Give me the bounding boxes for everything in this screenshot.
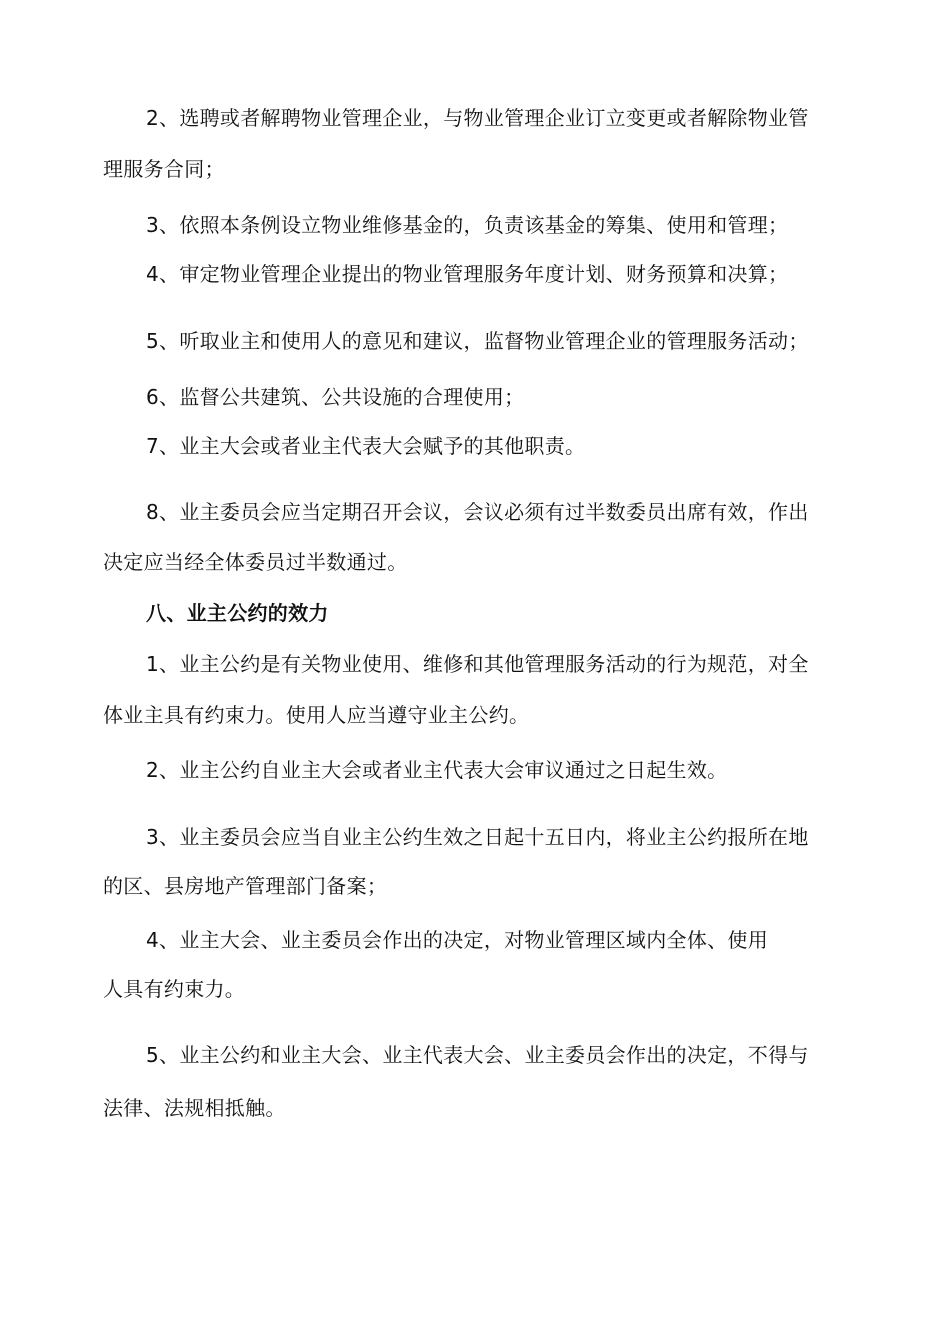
convention-1-line-2: 体业主具有约束力。使用人应当遵守业主公约。 <box>103 703 530 727</box>
item-5-line-1: 5、听取业主和使用人的意见和建议，监督物业管理企业的管理服务活动； <box>146 329 809 353</box>
item-4-line-1: 4、审定物业管理企业提出的物业管理服务年度计划、财务预算和决算； <box>146 262 789 286</box>
section-heading-8: 八、业主公约的效力 <box>146 601 329 625</box>
convention-1-line-1: 1、业主公约是有关物业使用、维修和其他管理服务活动的行为规范，对全 <box>146 652 809 676</box>
convention-4-line-2: 人具有约束力。 <box>103 977 246 1001</box>
convention-2-line-1: 2、业主公约自业主大会或者业主代表大会审议通过之日起生效。 <box>146 758 728 782</box>
item-8-line-1: 8、业主委员会应当定期召开会议，会议必须有过半数委员出席有效，作出 <box>146 500 809 524</box>
convention-5-line-1: 5、业主公约和业主大会、业主代表大会、业主委员会作出的决定，不得与 <box>146 1043 809 1067</box>
item-3-line-1: 3、依照本条例设立物业维修基金的，负责该基金的筹集、使用和管理； <box>146 213 789 237</box>
item-8-line-2: 决定应当经全体委员过半数通过。 <box>103 550 408 574</box>
item-2-line-2: 理服务合同； <box>103 157 225 181</box>
convention-5-line-2: 法律、法规相抵触。 <box>103 1096 286 1120</box>
item-7-line-1: 7、业主大会或者业主代表大会赋予的其他职责。 <box>146 434 586 458</box>
item-6-line-1: 6、监督公共建筑、公共设施的合理使用； <box>146 385 525 409</box>
convention-4-line-1: 4、业主大会、业主委员会作出的决定，对物业管理区域内全体、使用 <box>146 928 769 952</box>
item-2-line-1: 2、选聘或者解聘物业管理企业，与物业管理企业订立变更或者解除物业管 <box>146 106 809 130</box>
convention-3-line-1: 3、业主委员会应当自业主公约生效之日起十五日内，将业主公约报所在地 <box>146 825 809 849</box>
convention-3-line-2: 的区、县房地产管理部门备案； <box>103 874 388 898</box>
